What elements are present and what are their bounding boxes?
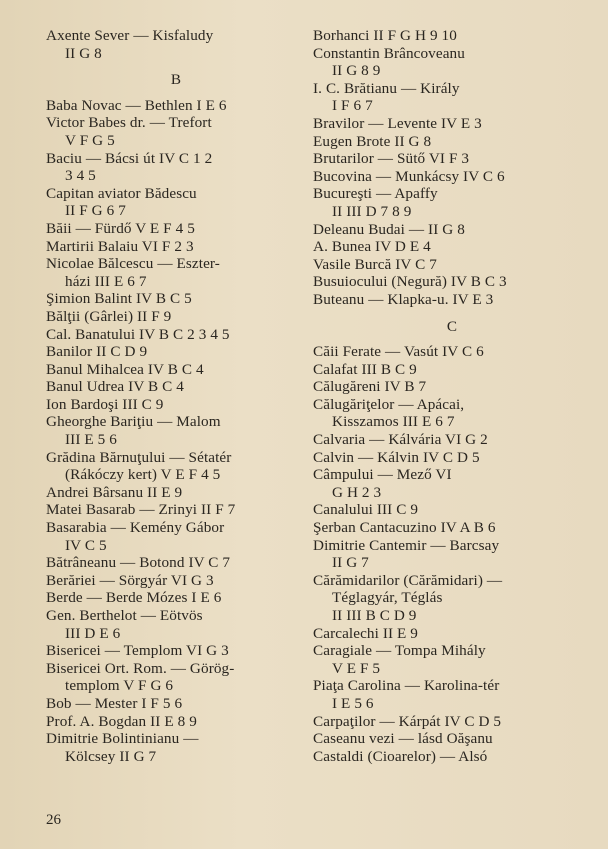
street-entry: Şimion Balint IV B C 5	[46, 290, 192, 308]
street-entry: Căii Ferate — Vasút IV C 6	[313, 343, 484, 361]
street-entry: Basarabia — Kemény Gábor	[46, 519, 225, 537]
entry-continuation: II G 7	[332, 554, 369, 572]
left-column	[46, 27, 306, 765]
street-entry: Grădina Bărnuţului — Sétatér	[46, 448, 232, 466]
street-entry: Buteanu — Klapka-u. IV E 3	[313, 290, 494, 308]
street-entry: Călugăreni IV B 7	[313, 378, 427, 396]
street-entry: Matei Basarab — Zrinyi II F 7	[46, 501, 236, 519]
entry-continuation: Kisszamos III E 6 7	[332, 413, 455, 431]
entry-continuation: I E 5 6	[332, 694, 374, 712]
street-entry: Bălţii (Gârlei) II F 9	[46, 307, 172, 325]
entry-continuation: templom V F G 6	[65, 677, 174, 695]
street-entry: Bisericei — Templom VI G 3	[46, 642, 229, 660]
street-entry: Eugen Brote II G 8	[313, 132, 432, 150]
street-entry: Martirii Balaiu VI F 2 3	[46, 237, 194, 255]
entry-continuation: I F 6 7	[332, 97, 373, 115]
street-entry: Cărămidarilor (Cărămidari) —	[313, 571, 503, 589]
entry-continuation: II G 8 9	[332, 62, 381, 80]
section-heading: B	[170, 71, 182, 89]
entry-continuation: (Rákóczy kert) V E F 4 5	[65, 466, 221, 484]
entry-continuation: III E 5 6	[65, 431, 117, 449]
street-entry: Canalului III C 9	[313, 501, 419, 519]
street-entry: Axente Sever — Kisfaludy	[46, 27, 214, 44]
street-entry: Banilor II C D 9	[46, 343, 148, 361]
street-entry: Gen. Berthelot — Eötvös	[46, 607, 203, 624]
street-entry: Borhanci II F G H 9 10	[313, 27, 457, 44]
entry-continuation: IV C 5	[65, 536, 107, 554]
street-entry: Baciu — Bácsi út IV C 1 2	[46, 149, 213, 167]
street-entry: Banul Mihalcea IV B C 4	[46, 360, 204, 378]
street-entry: Carpaţilor — Kárpát IV C D 5	[313, 712, 502, 730]
entry-continuation: Kölcsey II G 7	[65, 747, 157, 765]
street-entry: A. Bunea IV D E 4	[313, 238, 431, 256]
street-entry: Brutarilor — Sütő VI F 3	[313, 150, 470, 168]
entry-continuation: V F G 5	[65, 131, 115, 149]
entry-continuation: G H 2 3	[332, 483, 382, 501]
street-entry: Andrei Bârsanu II E 9	[46, 483, 183, 501]
entry-continuation: II III D 7 8 9	[332, 202, 412, 220]
street-entry: Călugăriţelor — Apácai,	[313, 395, 465, 413]
street-entry: Carcalechi II E 9	[313, 624, 419, 642]
street-entry: Bătrâneanu — Botond IV C 7	[46, 554, 231, 572]
street-entry: I. C. Brătianu — Király	[313, 79, 460, 97]
street-entry: Busuiocului (Negură) IV B C 3	[313, 273, 507, 291]
entry-continuation: 3 4 5	[65, 167, 96, 185]
street-entry: Câmpului — Mező VI	[313, 466, 452, 484]
street-entry: Constantin Brâncoveanu	[313, 44, 465, 62]
street-entry: Bob — Mester I F 5 6	[46, 694, 183, 712]
street-entry: Bucovina — Munkácsy IV C 6	[313, 167, 505, 185]
street-entry: Bravilor — Levente IV E 3	[313, 114, 482, 132]
street-entry: Caragiale — Tompa Mihály	[313, 642, 486, 660]
street-entry: Victor Babes dr. — Trefort	[46, 114, 212, 132]
street-entry: Nicolae Bălcescu — Eszter-	[46, 255, 220, 273]
street-entry: Banul Udrea IV B C 4	[46, 378, 184, 396]
street-entry: Baba Novac — Bethlen I E 6	[46, 96, 227, 114]
street-entry: Dimitrie Bolintinianu —	[46, 730, 199, 748]
entry-continuation: III D E 6	[65, 624, 121, 642]
entry-continuation: Téglagyár, Téglás	[332, 589, 443, 607]
street-entry: Capitan aviator Bădescu	[46, 184, 197, 202]
street-entry: Calvaria — Kálvária VI G 2	[313, 431, 488, 449]
street-entry: Piaţa Carolina — Karolina-tér	[313, 677, 500, 695]
street-entry: Ion Bardoşi III C 9	[46, 395, 164, 413]
entry-continuation: II G 8	[65, 44, 102, 62]
page-number: 26	[46, 812, 61, 828]
entry-continuation: II F G 6 7	[65, 202, 126, 220]
street-entry: Bisericei Ort. Rom. — Görög-	[46, 659, 235, 677]
street-entry: Caseanu vezi — lásd Oăşanu	[313, 730, 493, 748]
street-entry: Gheorghe Bariţiu — Malom	[46, 413, 221, 431]
street-entry: Prof. A. Bogdan II E 8 9	[46, 712, 197, 730]
street-entry: Deleanu Budai — II G 8	[313, 220, 465, 238]
entry-continuation: házi III E 6 7	[65, 272, 147, 290]
street-entry: Bucureşti — Apaffy	[313, 185, 438, 203]
street-entry: Dimitrie Cantemir — Barcsay	[313, 536, 500, 554]
street-entry: Cal. Banatului IV B C 2 3 4 5	[46, 325, 230, 343]
street-entry: Berăriei — Sörgyár VI G 3	[46, 571, 214, 589]
street-entry: Şerban Cantacuzino IV A B 6	[313, 519, 496, 537]
section-heading: C	[446, 317, 458, 335]
street-entry: Berde — Berde Mózes I E 6	[46, 589, 222, 607]
right-column	[313, 27, 591, 765]
street-entry: Calafat III B C 9	[313, 360, 417, 378]
entry-continuation: V E F 5	[332, 659, 381, 677]
street-entry: Calvin — Kálvin IV C D 5	[313, 448, 480, 466]
street-entry: Băii — Fürdő V E F 4 5	[46, 219, 195, 237]
street-entry: Castaldi (Cioarelor) — Alsó	[313, 747, 488, 765]
entry-continuation: II III B C D 9	[332, 607, 417, 624]
street-entry: Vasile Burcă IV C 7	[313, 255, 437, 273]
